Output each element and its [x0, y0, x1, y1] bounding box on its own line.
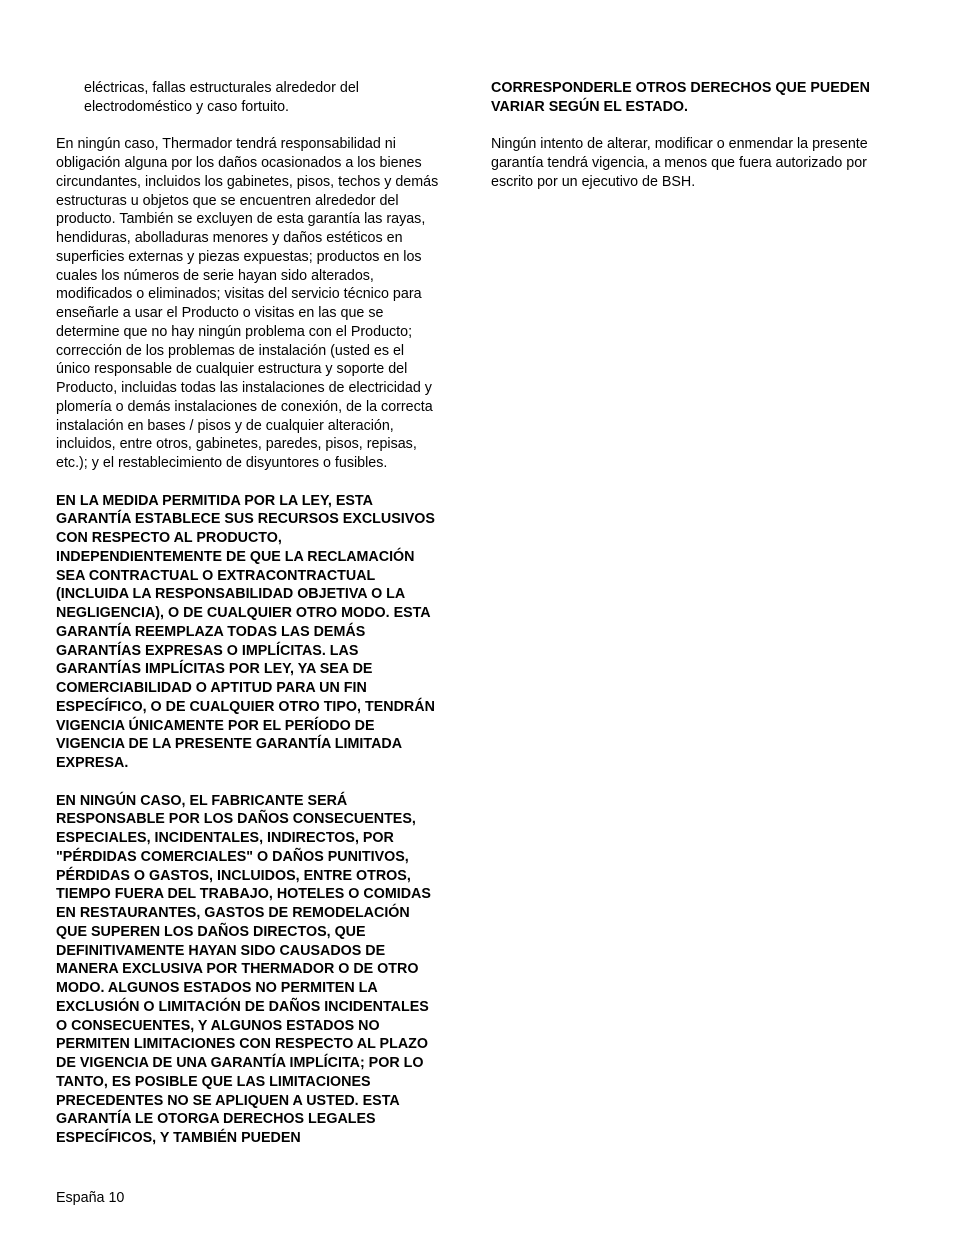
liability-exclusions-paragraph: En ningún caso, Thermador tendrá responsabilidad ni obligación alguna por los daños ocasionados a los bienes circundantes, incluidos los gabinetes, pisos, techos y demás estructuras u objetos que se encuentren alrededor del producto. También se excluyen de esta garantía las rayas, hendiduras, abolladuras menores y daños estéticos en superficies externas y piezas expuestas; productos en los cuales los números de serie hayan sido alterados, modificados o eliminados; visitas del servicio técnico para enseñarle a usar el Producto o visitas en las que se determine que no hay ningún problema con el Producto; corrección de los problemas de instalación (usted es el único responsable de cualquier estructura y soporte del Producto, incluidas todas las instalaciones de electricidad y plomería o demás instalaciones de conexión, de la correcta instalación en bases / pisos y de cualquier alteración, incluidos, entre otros, gabinetes, paredes, pisos, repisas, etc.); y el restablecimiento de disyuntores o fusibles.	[56, 136, 439, 471]
page-number-footer: España 10	[56, 1190, 125, 1206]
left-column	[56, 79, 464, 1167]
exclusive-remedies-paragraph: EN LA MEDIDA PERMITIDA POR LA LEY, ESTA GARANTÍA ESTABLECE SUS RECURSOS EXCLUSIVOS CON RESPECTO AL PRODUCTO, INDEPENDIENTEMENTE DE QUE LA RECLAMACIÓN SEA CONTRACTUAL O EXTRACONTRACTUAL (INCLUIDA LA RESPONSABILIDAD OBJETIVA O LA NEGLIGENCIA), O DE CUALQUIER OTRO MODO. ESTA GARANTÍA REEMPLAZA TODAS LAS DEMÁS GARANTÍAS EXPRESAS O IMPLÍCITAS. LAS GARANTÍAS IMPLÍCITAS POR LEY, YA SEA DE COMERCIABILIDAD O APTITUD PARA UN FIN ESPECÍFICO, O DE CUALQUIER OTRO TIPO, TENDRÁN VIGENCIA ÚNICAMENTE POR EL PERÍODO DE VIGENCIA DE LA PRESENTE GARANTÍA LIMITADA EXPRESA.	[56, 492, 435, 771]
right-column	[491, 79, 899, 210]
consequential-damages-paragraph: EN NINGÚN CASO, EL FABRICANTE SERÁ RESPONSABLE POR LOS DAÑOS CONSECUENTES, ESPECIALES, INCIDENTALES, INDIRECTOS, POR "PÉRDIDAS COMERCIALES" O DAÑOS PUNITIVOS, PÉRDIDAS O GASTOS, INCLUIDOS, ENTRE OTROS, TIEMPO FUERA DEL TRABAJO, HOTELES O COMIDAS EN RESTAURANTES, GASTOS DE REMODELACIÓN QUE SUPEREN LOS DAÑOS DIRECTOS, QUE DEFINITIVAMENTE HAYAN SIDO CAUSADOS DE MANERA EXCLUSIVA POR THERMADOR O DE OTRO MODO. ALGUNOS ESTADOS NO PERMITEN LA EXCLUSIÓN O LIMITACIÓN DE DAÑOS INCIDENTALES O CONSECUENTES, Y ALGUNOS ESTADOS NO PERMITEN LIMITACIONES CON RESPECTO AL PLAZO DE VIGENCIA DE UNA GARANTÍA IMPLÍCITA; POR LO TANTO, ES POSIBLE QUE LAS LIMITACIONES PRECEDENTES NO SE APLIQUEN A USTED. ESTA GARANTÍA LE OTORGA DERECHOS LEGALES ESPECÍFICOS, Y TAMBIÉN PUEDEN	[56, 792, 431, 1146]
other-rights-paragraph: CORRESPONDERLE OTROS DERECHOS QUE PUEDEN VARIAR SEGÚN EL ESTADO.	[491, 80, 870, 115]
modification-paragraph: Ningún intento de alterar, modificar o enmendar la presente garantía tendrá vigencia, a menos que fuera autorizado por escrito por un ejecutivo de BSH.	[491, 136, 868, 190]
exclusions-continuation-paragraph: eléctricas, fallas estructurales alrededor del electrodoméstico y caso fortuito.	[84, 80, 359, 115]
